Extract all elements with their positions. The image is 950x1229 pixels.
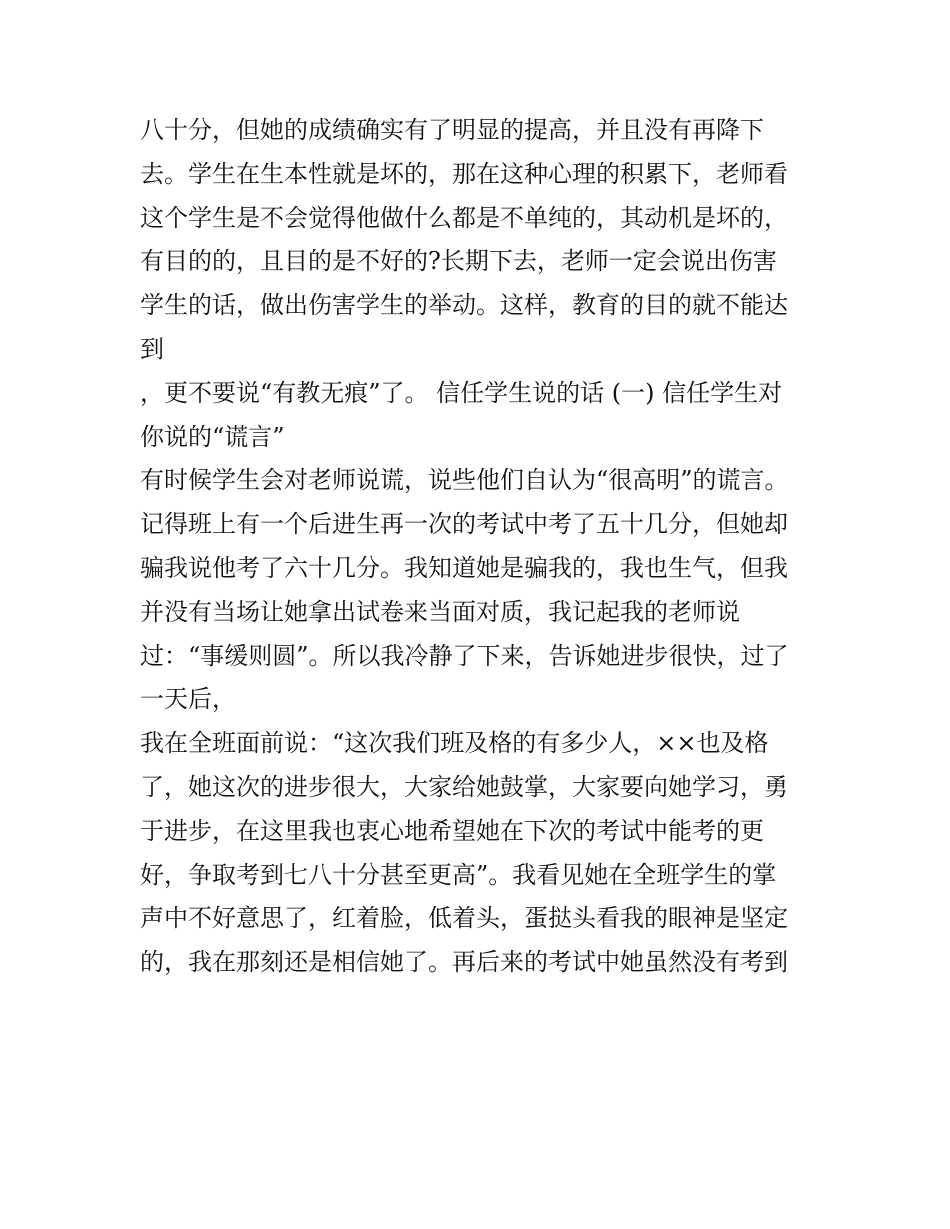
text-line: ，更不要说“有教无痕”了。 信任学生说的话 (一) 信任学生对	[140, 378, 783, 407]
text-line: 学生的话，做出伤害学生的举动。这样，教育的目的就不能达	[140, 291, 788, 320]
text-line: 过：“事缓则圆”。所以我冷静了下来，告诉她进步很快，过了	[140, 641, 789, 670]
text-line: 好，争取考到七八十分甚至更高”。我看见她在全班学生的掌	[140, 860, 777, 889]
text-line: 了，她这次的进步很大，大家给她鼓掌，大家要向她学习，勇	[140, 772, 788, 801]
text-line: 的，我在那刻还是相信她了。再后来的考试中她虽然没有考到	[140, 948, 788, 977]
text-line: 记得班上有一个后进生再一次的考试中考了五十几分，但她却	[140, 510, 788, 539]
text-line: 你说的“谎言”	[140, 422, 285, 451]
body-text	[140, 109, 815, 985]
text-line: 到	[140, 334, 164, 363]
text-line: 于进步，在这里我也衷心地希望她在下次的考试中能考的更	[140, 816, 764, 845]
text-line: 我在全班面前说：“这次我们班及格的有多少人，××也及格	[140, 729, 769, 758]
text-line: 有目的的，且目的是不好的?长期下去，老师一定会说出伤害	[140, 247, 777, 276]
text-line: 并没有当场让她拿出试卷来当面对质，我记起我的老师说	[140, 597, 740, 626]
text-line: 八十分，但她的成绩确实有了明显的提高，并且没有再降下	[140, 116, 764, 144]
text-line: 骗我说他考了六十几分。我知道她是骗我的，我也生气，但我	[140, 553, 788, 582]
text-line: 这个学生是不会觉得他做什么都是不单纯的，其动机是坏的，	[140, 203, 788, 232]
text-line: 一天后，	[140, 685, 236, 714]
text-line: 去。学生在生本性就是坏的，那在这种心理的积累下，老师看	[140, 159, 788, 188]
text-line: 有时候学生会对老师说谎，说些他们自认为“很高明”的谎言。	[140, 466, 789, 495]
text-line: 声中不好意思了，红着脸，低着头，蛋挞头看我的眼神是坚定	[140, 904, 788, 933]
